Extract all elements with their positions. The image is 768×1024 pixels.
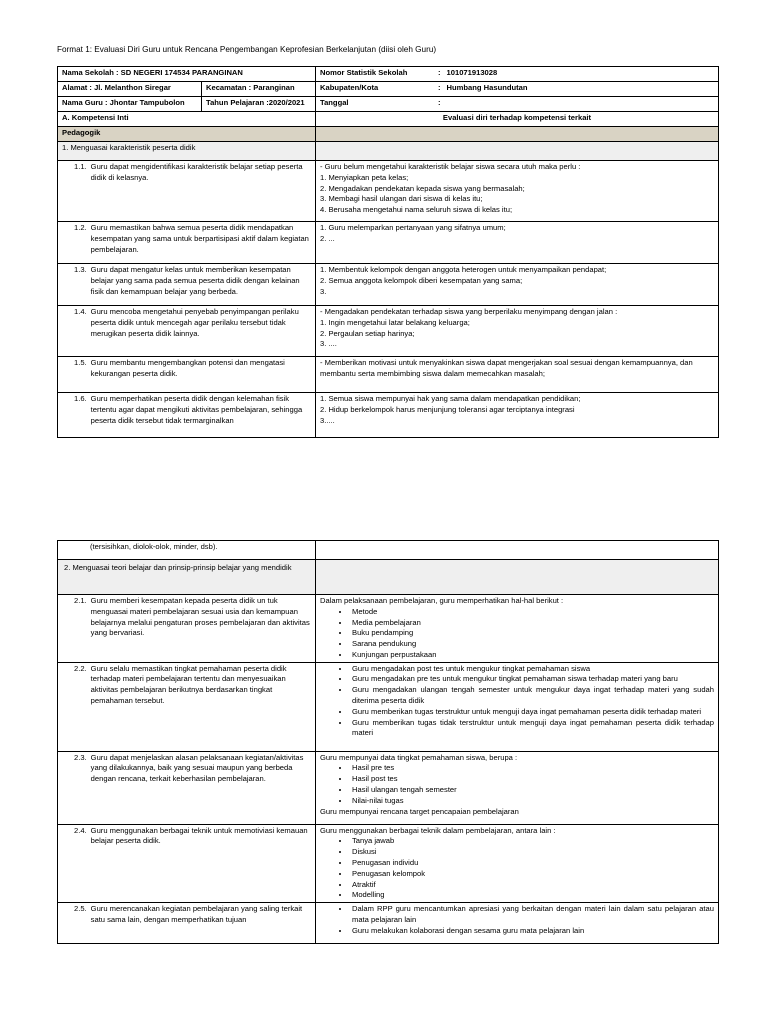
npsn-cell	[316, 67, 719, 82]
competency-line	[74, 162, 311, 184]
section-1-row	[58, 142, 719, 161]
header-row-teacher	[58, 97, 719, 112]
npsn-label: Nomor Statistik Sekolah	[320, 68, 408, 77]
evaluation-line: - Mengadakan pendekatan terhadap siswa yang berperilaku menyimpang dengan jalan :	[320, 307, 618, 316]
address: Alamat : Jl. Melanthon Siregar	[58, 82, 202, 97]
item-text: Guru selalu memastikan tingkat pemahaman peserta didik terhadap materi pembelajaran tertentu dan menyesuaikan aktivitas pembelajaran berikutnya berdasarkan tingkat pemahaman tersebut.	[90, 663, 287, 706]
evaluation-line: 1. Membentuk kelompok dengan anggota heterogen untuk menyampaikan pendapat;	[320, 265, 607, 274]
table-row	[58, 595, 719, 663]
bullet-item: • Media pembelajaran	[350, 618, 714, 629]
evaluation-line: 3.	[320, 286, 327, 296]
bullet-item: • Hasil ulangan tengah semester	[350, 785, 714, 796]
item-number: 2.1.	[74, 596, 87, 605]
evaluation-cell	[316, 751, 719, 824]
item-number: 2.5.	[74, 904, 87, 914]
section-2-title: 2. Menguasai teori belajar dan prinsip-prinsip belajar yang mendidik	[58, 560, 316, 595]
table-row	[58, 751, 719, 824]
category-label: Pedagogik	[58, 127, 316, 142]
evaluation-bullets	[320, 836, 714, 901]
regency-cell	[316, 82, 719, 97]
column-head-evaluation: Evaluasi diri terhadap kompetensi terkait	[316, 112, 719, 127]
competency-cell	[58, 662, 316, 751]
evaluation-cell	[316, 595, 719, 663]
item-text: Guru menggunakan berbagai teknik untuk memotiviasi kemauan belajar peserta didik.	[90, 825, 308, 846]
evaluation-intro: Dalam pelaksanaan pembelajaran, guru memperhatikan hal-hal berikut :	[320, 596, 564, 605]
bullet-item: • Penugasan individu	[350, 858, 714, 869]
regency-label: Kabupaten/Kota	[320, 83, 379, 92]
table-row	[58, 306, 719, 357]
date-cell	[316, 97, 719, 112]
bullet-item: • Guru melakukan kolaborasi dengan sesama guru mata pelajaran lain	[350, 926, 714, 937]
category-row	[58, 127, 719, 142]
section-1-items	[58, 161, 719, 438]
competency-line	[74, 394, 311, 426]
evaluation-line: 2. Semua anggota kelompok diberi kesempatan yang sama;	[320, 275, 523, 285]
evaluation-bullets	[320, 904, 714, 936]
competency-line	[74, 223, 311, 255]
evaluation-cell	[316, 393, 719, 438]
evaluation-outro: Guru mempunyai rencana target pencapaian pembelajaran	[320, 806, 519, 816]
item-text: Guru memperhatikan peserta didik dengan kelemahan fisik tertentu agar dapat mengikuti aktivitas pembelajaran, sehingga peserta didik tersebut tidak termarginalkan	[90, 394, 303, 425]
competency-line	[74, 596, 311, 639]
item-text: Guru mencoba mengetahui penyebab penyimpangan perilaku peserta didik untuk mencegah agar perilaku tersebut tidak merugikan peserta didik lainnya.	[90, 307, 299, 338]
item-text: Guru dapat mengatur kelas untuk memberikan kesempatan belajar yang sama pada semua peserta didik dengan kelainan fisik dan kemampuan belajar yang berbeda.	[90, 265, 300, 296]
evaluation-line: 4. Berusaha mengetahui nama seluruh siswa di kelas itu;	[320, 205, 513, 215]
competency-cell	[58, 222, 316, 264]
competency-line	[74, 753, 311, 785]
evaluation-line: 1. Menyiapkan peta kelas;	[320, 172, 409, 182]
bullet-item: • Diskusi	[350, 847, 714, 858]
bullet-item: • Penugasan kelompok	[350, 869, 714, 880]
item-number: 1.3.	[74, 265, 87, 274]
school-year: Tahun Pelajaran :2020/2021	[202, 97, 316, 112]
evaluation-cell	[316, 161, 719, 222]
header-row-address	[58, 82, 719, 97]
competency-cell	[58, 595, 316, 663]
section-2-row	[58, 560, 719, 595]
competency-line	[74, 265, 311, 297]
item-number: 1.6.	[74, 394, 87, 403]
evaluation-cell	[316, 824, 719, 902]
bullet-item: • Atraktif	[350, 880, 714, 891]
evaluation-cell	[316, 222, 719, 264]
table-row	[58, 903, 719, 944]
header-row-school	[58, 67, 719, 82]
regency-value: Humbang Hasundutan	[446, 83, 528, 92]
evaluation-table-page-1	[57, 66, 719, 438]
npsn-value: 101071913028	[446, 68, 498, 77]
table-row	[58, 222, 719, 264]
evaluation-cell	[316, 306, 719, 357]
bullet-item: • Dalam RPP guru mencantumkan apresiasi yang berkaitan dengan materi lain dalam satu pelajaran atau mata pelajaran lain	[350, 904, 714, 926]
bullet-item: • Tanya jawab	[350, 836, 714, 847]
competency-cell	[58, 161, 316, 222]
competency-cell	[58, 264, 316, 306]
continuation-empty	[316, 541, 719, 560]
bullet-item: • Guru mengadakan post tes untuk mengukur tingkat pemahaman siswa	[350, 664, 714, 675]
evaluation-line: 2. Hidup berkelompok harus menjunjung toleransi agar terciptanya integrasi	[320, 404, 575, 414]
evaluation-line: 2. ...	[320, 233, 335, 243]
bullet-item: • Sarana pendukung	[350, 639, 714, 650]
competency-cell	[58, 903, 316, 944]
bullet-item: • Nilai-nilai tugas	[350, 796, 714, 807]
item-number: 2.2.	[74, 663, 87, 673]
competency-line	[74, 904, 311, 926]
evaluation-line: 2. Pergaulan setiap harinya;	[320, 328, 415, 338]
item-number: 2.3.	[74, 752, 87, 762]
section-2-items	[58, 595, 719, 944]
npsn-colon: :	[438, 68, 441, 77]
section-2-empty	[316, 560, 719, 595]
evaluation-cell	[316, 357, 719, 393]
item-text: Guru merencanakan kegiatan pembelajaran yang saling terkait satu sama lain, dengan memperhatikan tujuan	[90, 904, 303, 924]
evaluation-line: 3.....	[320, 415, 335, 425]
date-label: Tanggal	[320, 98, 349, 107]
evaluation-line: - Guru belum mengetahui karakteristik belajar siswa secara utuh maka perlu :	[320, 162, 581, 171]
competency-line	[74, 358, 311, 380]
continuation-row	[58, 541, 719, 560]
bullet-item: • Metode	[350, 607, 714, 618]
evaluation-cell	[316, 903, 719, 944]
item-text: Guru memberi kesempatan kepada peserta didik un tuk menguasai materi pembelajaran sesuai usia dan kemampuan belajarnya melalui pengaturan proses pembelajaran dan aktivitas yang bervariasi.	[90, 596, 310, 638]
evaluation-table-page-2	[57, 540, 719, 944]
evaluation-bullets	[320, 607, 714, 661]
competency-line	[74, 664, 311, 707]
bullet-item: • Guru mengadakan pre tes untuk mengukur tingkat pemahaman siswa terhadap materi yang baru	[350, 674, 714, 685]
date-colon: :	[438, 98, 441, 107]
table-row	[58, 393, 719, 438]
item-text: Guru dapat menjelaskan alasan pelaksanaan kegiatan/aktivitas yang dilakukannya, baik yang sesuai maupun yang berbeda dengan rencana, terkait keberhasilan pembelajaran.	[90, 752, 304, 784]
evaluation-cell	[316, 662, 719, 751]
table-row	[58, 161, 719, 222]
section-1-title: 1. Menguasai karakteristik peserta didik	[58, 142, 316, 161]
bullet-item: • Hasil post tes	[350, 774, 714, 785]
evaluation-bullets	[320, 763, 714, 806]
bullet-item: • Modelling	[350, 890, 714, 901]
teacher-name: Nama Guru : Jhontar Tampubolon	[58, 97, 202, 112]
item-number: 1.4.	[74, 307, 87, 316]
item-number: 2.4.	[74, 825, 87, 835]
evaluation-line: - Memberikan motivasi untuk menyakinkan siswa dapat mengerjakan soal sesuai dengan kemampuannya, dan membantu serta membimbing siswa dalam memecahkan masalah;	[320, 358, 693, 378]
item-text: Guru dapat mengidentifikasi karakteristik belajar setiap peserta didik di kelasnya.	[90, 162, 303, 182]
regency-colon: :	[438, 83, 441, 92]
competency-cell	[58, 357, 316, 393]
evaluation-line: 3. Membagi hasil ulangan dari siswa di kelas itu;	[320, 194, 483, 204]
evaluation-intro: Guru mempunyai data tingkat pemahaman siswa, berupa :	[320, 752, 518, 762]
evaluation-intro: Guru menggunakan berbagai teknik dalam pembelajaran, antara lain :	[320, 825, 556, 835]
evaluation-line: 2. Mengadakan pendekatan kepada siswa yang bermasalah;	[320, 183, 525, 193]
competency-cell	[58, 393, 316, 438]
table-row	[58, 357, 719, 393]
evaluation-bullets	[320, 664, 714, 739]
evaluation-line: 1. Semua siswa mempunyai hak yang sama dalam mendapatkan pendidikan;	[320, 394, 581, 403]
school-name: Nama Sekolah : SD NEGERI 174534 PARANGINAN	[58, 67, 316, 82]
item-number: 1.5.	[74, 358, 87, 367]
item-number: 1.1.	[74, 162, 87, 171]
district: Kecamatan : Paranginan	[202, 82, 316, 97]
bullet-item: • Guru memberikan tugas tidak terstruktur untuk menguji daya ingat pemahaman peserta didik terhadap materi	[350, 718, 714, 740]
column-head-competency: A. Kompetensi Inti	[58, 112, 316, 127]
bullet-item: • Guru mengadakan ulangan tengah semester untuk mengukur daya ingat terhadap materi yang sudah diterima peserta didik	[350, 685, 714, 707]
competency-cell	[58, 306, 316, 357]
competency-line	[74, 826, 311, 848]
item-text: Guru memastikan bahwa semua peserta didik mendapatkan kesempatan yang sama untuk berpartisipasi aktif dalam kegiatan pembelajaran.	[90, 223, 309, 254]
table-head-row	[58, 112, 719, 127]
table-row	[58, 662, 719, 751]
bullet-item: • Kunjungan perpustakaan	[350, 650, 714, 661]
item-number: 1.2.	[74, 223, 87, 232]
bullet-item: • Hasil pre tes	[350, 763, 714, 774]
competency-cell	[58, 824, 316, 902]
section-1-empty	[316, 142, 719, 161]
evaluation-line: 1. Ingin mengetahui latar belakang keluarga;	[320, 317, 470, 327]
table-row	[58, 824, 719, 902]
table-row	[58, 264, 719, 306]
competency-line	[74, 307, 311, 339]
category-empty	[316, 127, 719, 142]
format-title: Format 1: Evaluasi Diri Guru untuk Rencana Pengembangan Keprofesian Berkelanjutan (diisi oleh Guru)	[57, 45, 437, 54]
bullet-item: • Guru memberikan tugas terstruktur untuk menguji daya ingat pemahaman peserta didik terhadap materi	[350, 707, 714, 718]
evaluation-line: 3. ....	[320, 339, 337, 349]
continuation-text: (tersisihkan, diolok-olok, minder, dsb).	[58, 541, 316, 560]
evaluation-line: 1. Guru melemparkan pertanyaan yang sifatnya umum;	[320, 223, 506, 232]
item-text: Guru membantu mengembangkan potensi dan mengatasi kekurangan peserta didik.	[90, 358, 285, 378]
evaluation-cell	[316, 264, 719, 306]
bullet-item: • Buku pendamping	[350, 628, 714, 639]
competency-cell	[58, 751, 316, 824]
